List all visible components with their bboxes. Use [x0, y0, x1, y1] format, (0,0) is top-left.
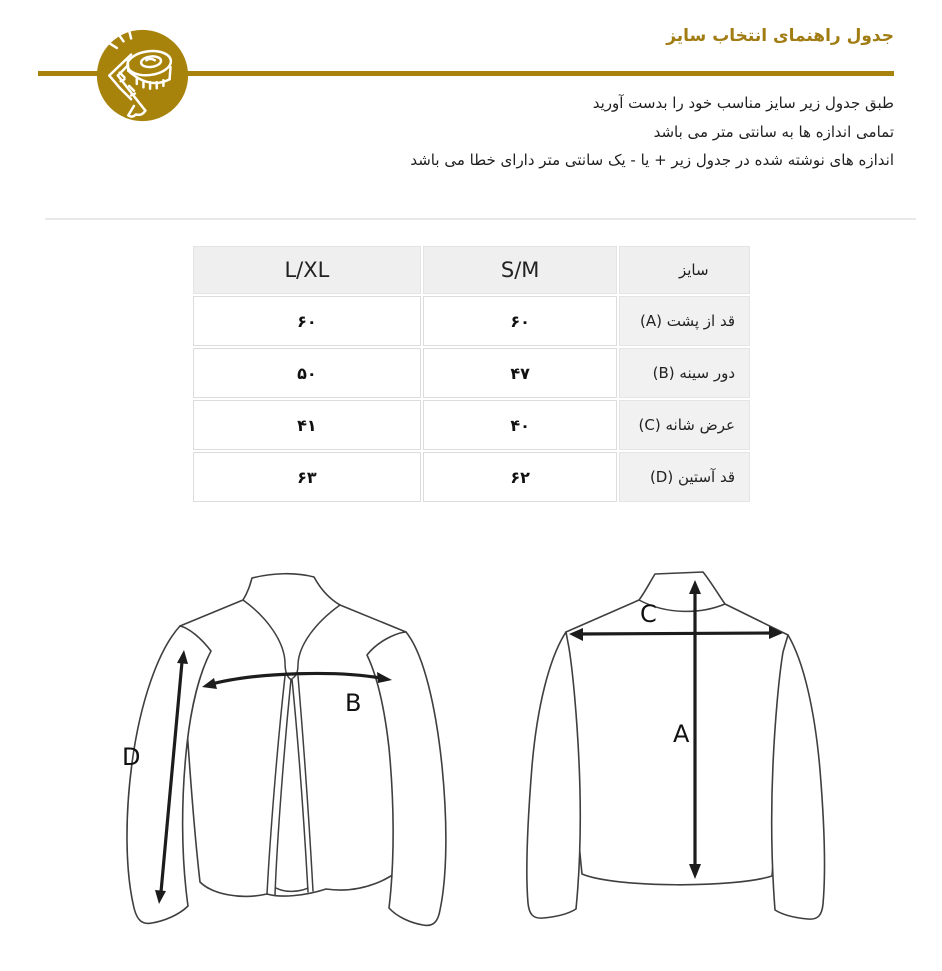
- label-D: D: [122, 743, 141, 771]
- intro-notes: [410, 89, 894, 175]
- label-B: B: [345, 689, 362, 717]
- measuring-tape-icon: [95, 28, 190, 123]
- jacket-back-diagram: [505, 558, 895, 962]
- value-back-length-sm: ۶۰: [423, 296, 618, 346]
- value-sleeve-lxl: ۶۳: [193, 452, 421, 502]
- jacket-back-right-sleeve: [772, 635, 825, 919]
- value-chest-sm: ۴۷: [423, 348, 618, 398]
- jacket-back-left-sleeve: [527, 632, 580, 918]
- value-sleeve-sm: ۶۲: [423, 452, 618, 502]
- row-label-sleeve: قد آستین (D): [619, 452, 750, 502]
- value-shoulder-lxl: ۴۱: [193, 400, 421, 450]
- table-row: [193, 452, 750, 502]
- label-A: A: [673, 720, 690, 748]
- table-row: [193, 296, 750, 346]
- note-line-2: تمامی اندازه ها به سانتی متر می باشد: [653, 122, 894, 141]
- value-chest-lxl: ۵۰: [193, 348, 421, 398]
- column-header-lxl: L/XL: [193, 246, 421, 294]
- value-shoulder-sm: ۴۰: [423, 400, 618, 450]
- row-label-back-length: قد از پشت (A): [619, 296, 750, 346]
- table-row: [193, 400, 750, 450]
- column-header-sm: S/M: [423, 246, 618, 294]
- jacket-front-diagram: [100, 558, 490, 962]
- row-label-shoulder: عرض شانه (C): [619, 400, 750, 450]
- row-label-chest: دور سینه (B): [619, 348, 750, 398]
- value-back-length-lxl: ۶۰: [193, 296, 421, 346]
- page-title: جدول راهنمای انتخاب سایز: [666, 26, 894, 46]
- table-header-row: [193, 246, 750, 294]
- size-table: [191, 244, 752, 504]
- column-header-size: سایز: [619, 246, 750, 294]
- note-line-3: اندازه های نوشته شده در جدول زیر + یا - یک سانتی متر دارای خطا می باشد: [410, 151, 894, 169]
- label-C: C: [640, 600, 657, 628]
- note-line-1: طبق جدول زیر سایز مناسب خود را بدست آورید: [592, 94, 894, 112]
- table-row: [193, 348, 750, 398]
- section-divider: [45, 218, 916, 220]
